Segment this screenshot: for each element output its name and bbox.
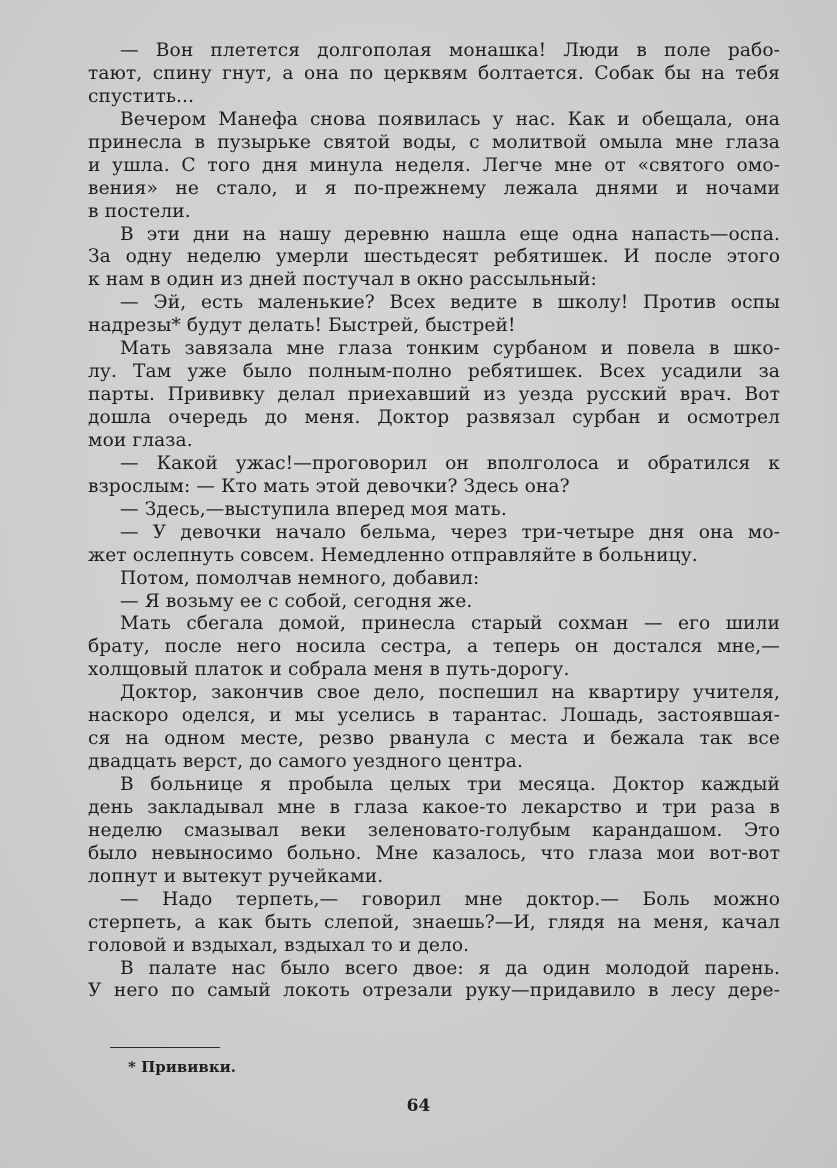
- text-line: брату, после него носила сестра, а теперь он достался мне,—: [88, 636, 780, 658]
- text-line: надрезы* будут делать! Быстрей, быстрей!: [88, 315, 516, 337]
- page-number: 64: [406, 1096, 431, 1116]
- text-line: наскоро оделся, и мы уселись в тарантас. Лошадь, застоявшая-: [88, 705, 780, 727]
- text-line: За одну неделю умерли шестьдесят ребятишек. И после этого: [88, 246, 780, 268]
- text-line: двадцать верст, до самого уездного центра.: [88, 751, 523, 773]
- text-line: жет ослепнуть совсем. Немедленно отправляйте в больницу.: [88, 544, 698, 566]
- text-line: головой и вздыхал, вздыхал то и дело.: [88, 934, 470, 956]
- text-line: — Какой ужас!—проговорил он вполголоса и обратился к: [120, 452, 780, 474]
- text-line: В палате нас было всего двое: я да один молодой парень.: [120, 957, 780, 979]
- text-line: взрослым: — Кто мать этой девочки? Здесь она?: [88, 475, 570, 497]
- text-line: — Вон плетется долгополая монашка! Люди в поле рабо-: [120, 40, 780, 61]
- text-line: неделю смазывал веки зеленовато-голубым карандашом. Это: [88, 819, 780, 841]
- text-line: тают, спину гнут, а она по церквям болтается. Собак бы на тебя: [88, 62, 780, 84]
- text-line: холщовый платок и собрала меня в путь-дорогу.: [88, 659, 570, 681]
- body-text: [88, 40, 780, 1003]
- text-line: в постели.: [88, 200, 191, 222]
- text-line: — Здесь,—выступила вперед моя мать.: [120, 498, 507, 520]
- text-line: мои глаза.: [88, 429, 193, 451]
- text-line: к нам в один из дней постучал в окно рассыльный:: [88, 269, 597, 291]
- text-line: Мать сбегала домой, принесла старый сохман — его шили: [120, 613, 780, 635]
- text-line: Вечером Манефа снова появилась у нас. Как и обещала, она: [120, 108, 780, 130]
- text-line: стерпеть, а как быть слепой, знаешь?—И, глядя на меня, качал: [88, 911, 780, 933]
- text-line: лу. Там уже было полным-полно ребятишек. Всех усадили за: [88, 361, 780, 383]
- text-line: лопнут и вытекут ручейками.: [88, 865, 384, 887]
- text-line: спустить...: [88, 85, 195, 107]
- text-line: У него по самый локоть отрезали руку—придавило в лесу дере-: [88, 980, 780, 1002]
- text-line: — Эй, есть маленькие? Всех ведите в школу! Против оспы: [120, 292, 780, 314]
- footnote: * Прививки.: [128, 1058, 236, 1076]
- text-line: ся на одном месте, резво рванула с места и бежала так все: [88, 728, 780, 750]
- text-line: — Я возьму ее с собой, сегодня же.: [120, 590, 473, 612]
- text-line: парты. Прививку делал приехавший из уезда русский врач. Вот: [88, 384, 780, 406]
- text-line: вения» не стало, и я по-прежнему лежала днями и ночами: [88, 177, 780, 199]
- text-line: Потом, помолчав немного, добавил:: [120, 567, 480, 589]
- footnote-divider: [110, 1047, 220, 1048]
- text-line: было невыносимо больно. Мне казалось, что глаза мои вот-вот: [88, 842, 780, 864]
- text-line: день закладывал мне в глаза какое-то лекарство и три раза в: [88, 796, 780, 818]
- text-line: — У девочки начало бельма, через три-четыре дня она мо-: [120, 521, 780, 543]
- text-line: Мать завязала мне глаза тонким сурбаном и повела в шко-: [120, 338, 780, 360]
- text-line: Доктор, закончив свое дело, поспешил на квартиру учителя,: [120, 682, 780, 704]
- text-line: В больнице я пробыла целых три месяца. Доктор каждый: [120, 774, 780, 795]
- text-line: и ушла. С того дня минула неделя. Легче мне от «святого омо-: [88, 154, 780, 176]
- text-line: — Надо терпеть,— говорил мне доктор.— Боль можно: [120, 888, 780, 910]
- text-line: В эти дни на нашу деревню нашла еще одна напасть—оспа.: [120, 223, 780, 245]
- text-line: дошла очередь до меня. Доктор развязал сурбан и осмотрел: [88, 407, 780, 428]
- text-line: принесла в пузырьке святой воды, с молитвой омыла мне глаза: [88, 131, 780, 153]
